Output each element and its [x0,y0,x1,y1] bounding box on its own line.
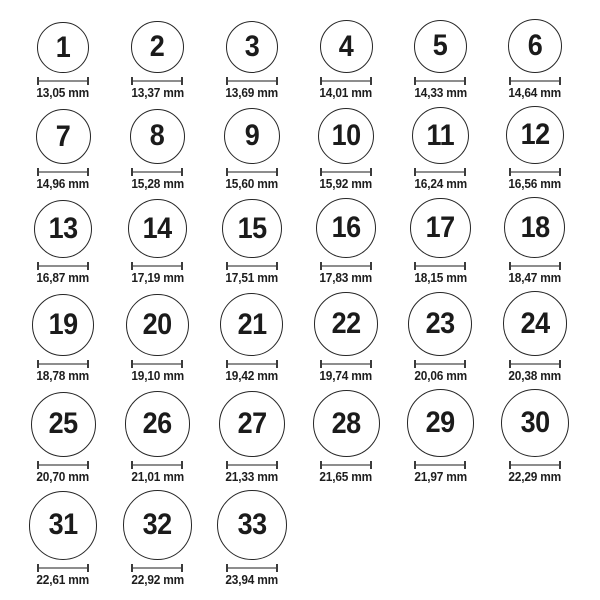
diameter-measure-line [226,564,278,572]
ring-size-item [205,391,299,485]
diameter-measure-line [414,461,466,469]
diameter-measure-line [226,360,278,368]
diameter-label: 16,87 mm [36,271,90,286]
diameter-label: 19,10 mm [131,368,184,383]
diameter-label: 22,92 mm [131,572,184,587]
ring-circle [320,20,373,73]
ring-circle [408,292,472,356]
ring-circle [131,21,183,73]
diameter-label: 19,42 mm [225,368,279,383]
ring-size-number: 5 [433,29,448,63]
chart-row [16,197,600,286]
ring-size-item [393,198,487,287]
ring-size-number: 17 [425,211,456,245]
ring-size-item [205,21,299,102]
diameter-label: 21,33 mm [225,469,279,484]
ring-circle [125,391,191,457]
ring-size-number: 11 [426,118,455,152]
ring-circle [508,19,562,73]
ring-size-number: 2 [150,30,165,64]
diameter-label: 20,06 mm [414,368,467,383]
ring-size-number: 31 [48,508,78,542]
diameter-label: 22,61 mm [36,572,90,587]
diameter-label: 19,74 mm [319,368,373,383]
diameter-label: 20,70 mm [36,469,90,484]
ring-circle [36,109,91,164]
ring-circle [318,108,375,165]
diameter-label: 13,37 mm [131,86,184,101]
ring-size-number: 9 [244,119,260,153]
diameter-measure-line [320,461,372,469]
diameter-measure-line [37,168,89,176]
ring-size-number: 20 [142,307,173,341]
ring-size-item [393,20,487,102]
diameter-measure-line [320,262,372,270]
ring-size-number: 23 [425,306,456,340]
ring-size-item [16,392,110,485]
ring-size-number: 13 [48,212,78,246]
ring-size-item [299,390,393,485]
diameter-measure-line [320,168,372,176]
ring-size-number: 1 [55,30,71,64]
ring-circle [506,106,564,164]
diameter-label: 21,65 mm [319,469,373,484]
ring-size-number: 6 [527,29,543,63]
diameter-measure-line [37,262,89,270]
diameter-measure-line [37,360,89,368]
ring-size-item [110,391,204,485]
chart-row [16,490,600,588]
diameter-measure-line [414,360,466,368]
diameter-label: 23,94 mm [225,572,279,587]
diameter-label: 22,29 mm [508,469,562,484]
ring-circle [217,490,287,560]
ring-circle [314,292,378,356]
ring-size-item [299,198,393,286]
ring-size-number: 8 [150,119,165,153]
ring-circle [31,392,96,457]
diameter-label: 14,96 mm [36,177,90,192]
ring-circle [224,108,280,164]
ring-size-number: 30 [520,405,550,439]
ring-circle [407,389,475,457]
diameter-measure-line [131,461,183,469]
diameter-label: 16,56 mm [508,177,562,192]
ring-size-item [393,107,487,192]
chart-row [16,389,600,485]
ring-size-number: 12 [520,118,550,152]
diameter-label: 13,69 mm [225,86,279,101]
diameter-measure-line [414,168,466,176]
ring-circle [504,197,565,258]
diameter-measure-line [131,564,183,572]
diameter-measure-line [37,77,89,85]
chart-row [16,106,600,192]
ring-size-number: 14 [142,211,173,245]
ring-circle [32,294,94,356]
diameter-label: 15,60 mm [225,177,279,192]
ring-circle [37,22,89,74]
diameter-measure-line [37,461,89,469]
diameter-measure-line [131,77,183,85]
ring-size-item [299,292,393,384]
ring-circle [126,294,188,356]
diameter-label: 21,01 mm [131,469,184,484]
ring-size-number: 16 [331,211,361,245]
diameter-label: 21,97 mm [414,469,467,484]
ring-size-item [110,199,204,286]
ring-size-item [488,106,582,192]
diameter-measure-line [509,360,561,368]
ring-circle [222,199,282,259]
ring-size-item [16,294,110,384]
ring-size-number: 32 [142,508,173,542]
ring-circle [414,20,468,74]
diameter-label: 14,64 mm [508,86,562,101]
ring-circle [316,198,376,258]
diameter-measure-line [226,461,278,469]
ring-size-number: 28 [331,406,361,440]
diameter-measure-line [509,262,561,270]
ring-size-item [488,291,582,384]
ring-circle [220,293,283,356]
ring-size-item [110,21,204,101]
ring-size-number: 33 [237,507,267,541]
diameter-measure-line [226,77,278,85]
diameter-label: 14,33 mm [414,86,467,101]
diameter-label: 16,24 mm [414,177,467,192]
chart-row [16,291,600,384]
ring-size-item [205,108,299,192]
ring-circle [130,109,186,165]
ring-circle [226,21,279,74]
diameter-label: 18,78 mm [36,368,90,383]
ring-size-item [205,490,299,588]
chart-rows [16,19,600,588]
ring-size-item [488,19,582,101]
ring-circle [410,198,471,259]
ring-size-number: 21 [237,307,267,341]
ring-size-item [393,389,487,485]
diameter-measure-line [414,77,466,85]
ring-size-item [110,490,204,587]
ring-size-item [488,389,582,485]
diameter-measure-line [131,360,183,368]
ring-circle [503,291,568,356]
diameter-label: 14,01 mm [319,86,373,101]
ring-size-item [488,197,582,286]
diameter-measure-line [131,168,183,176]
diameter-label: 17,83 mm [319,271,373,286]
ring-size-number: 10 [331,118,361,152]
diameter-measure-line [320,360,372,368]
ring-circle [219,391,285,457]
ring-size-number: 25 [48,407,78,441]
ring-circle [34,200,92,258]
ring-size-number: 27 [237,406,267,440]
ring-size-number: 26 [142,407,173,441]
ring-size-number: 24 [520,306,550,340]
ring-circle [313,390,380,457]
diameter-measure-line [37,564,89,572]
ring-size-item [16,200,110,286]
ring-circle [128,199,187,258]
diameter-label: 17,51 mm [225,271,279,286]
diameter-label: 13,05 mm [36,86,90,101]
ring-size-number: 29 [425,406,456,440]
ring-size-item [299,108,393,193]
ring-circle [29,491,98,560]
diameter-label: 18,15 mm [414,271,467,286]
ring-size-number: 15 [237,211,267,245]
diameter-measure-line [509,168,561,176]
diameter-label: 15,92 mm [319,177,373,192]
ring-size-item [393,292,487,384]
ring-size-item [205,293,299,384]
ring-size-item [16,22,110,102]
ring-size-item [16,109,110,192]
diameter-label: 15,28 mm [131,177,184,192]
ring-size-number: 4 [338,29,354,63]
ring-size-item [16,491,110,588]
ring-size-number: 22 [331,307,361,341]
ring-size-item [205,199,299,287]
ring-size-item [299,20,393,101]
diameter-measure-line [131,262,183,270]
diameter-label: 20,38 mm [508,368,562,383]
diameter-measure-line [226,262,278,270]
ring-size-number: 18 [520,210,550,244]
ring-size-number: 3 [244,30,260,64]
diameter-measure-line [320,77,372,85]
ring-size-number: 7 [55,119,71,153]
ring-circle [412,107,469,164]
diameter-measure-line [509,461,561,469]
diameter-label: 17,19 mm [131,271,184,286]
diameter-measure-line [226,168,278,176]
ring-size-number: 19 [48,308,78,342]
diameter-measure-line [509,77,561,85]
ring-circle [501,389,569,457]
diameter-label: 18,47 mm [508,271,562,286]
ring-size-item [110,109,204,193]
ring-size-item [110,294,204,384]
diameter-measure-line [414,262,466,270]
chart-row [16,19,600,101]
ring-circle [123,490,192,559]
